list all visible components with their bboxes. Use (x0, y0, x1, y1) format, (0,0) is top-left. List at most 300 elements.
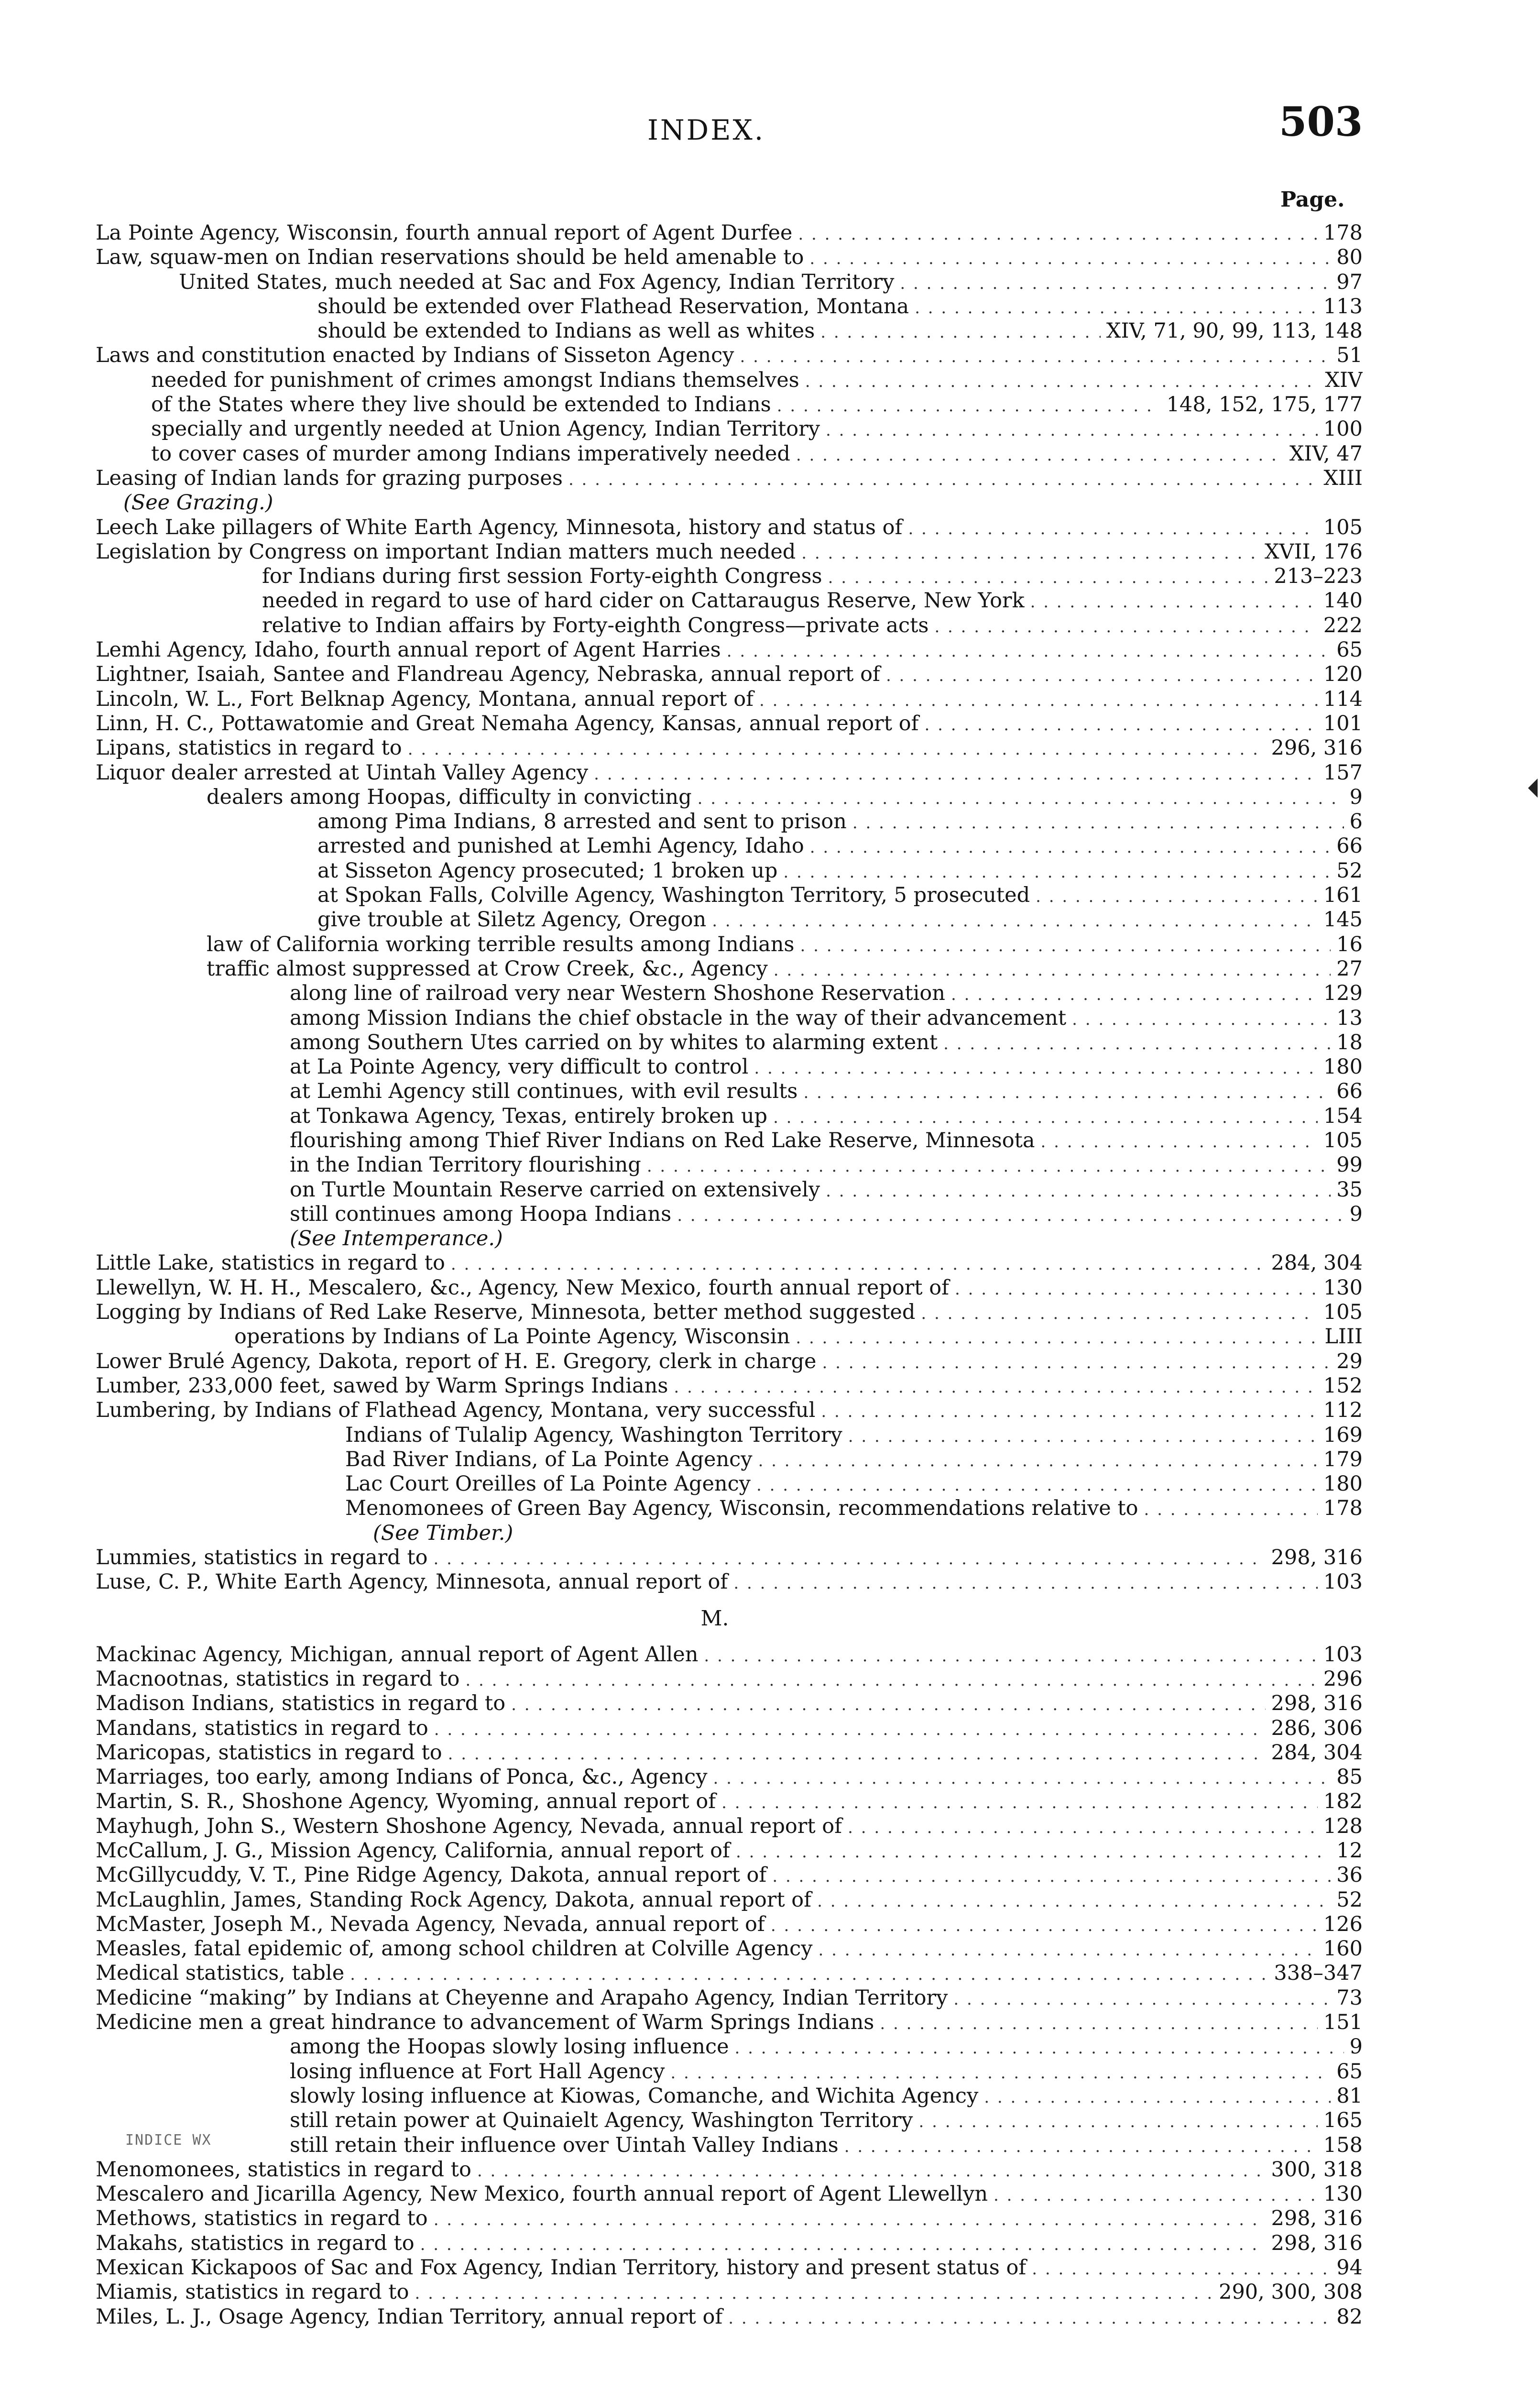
entry-page-ref: 6 (1349, 810, 1363, 834)
index-entry (96, 1570, 1363, 1594)
entry-page-ref: 179 (1323, 1447, 1363, 1471)
entry-page-ref: 338–347 (1274, 1961, 1363, 1985)
index-entry (96, 2108, 1363, 2133)
entry-text: needed in regard to use of hard cider on Cattaraugus Reserve, New York (262, 589, 1025, 613)
index-entry (96, 957, 1363, 981)
entry-page-ref: 35 (1336, 1177, 1363, 1202)
page-number: 503 (1279, 98, 1363, 145)
entry-text: McLaughlin, James, Standing Rock Agency, Dakota, annual report of (96, 1887, 812, 1912)
dot-leader (953, 1987, 1331, 2010)
index-entry (96, 466, 1363, 491)
entry-text: Luse, C. P., White Earth Agency, Minnesota, annual report of (96, 1570, 728, 1594)
index-entry (96, 712, 1363, 736)
entry-text: Mayhugh, John S., Western Shoshone Agency, Nevada, annual report of (96, 1814, 842, 1838)
index-entry (96, 1691, 1363, 1716)
dot-leader (568, 468, 1318, 491)
dot-leader (848, 1816, 1318, 1839)
dot-leader (828, 566, 1268, 589)
index-entry (96, 589, 1363, 613)
dot-leader (721, 1791, 1318, 1814)
index-entry (96, 638, 1363, 662)
index-entry (96, 2010, 1363, 2035)
dot-leader (796, 1326, 1319, 1349)
entry-page-ref: XVII, 176 (1264, 539, 1363, 564)
entry-text: Leech Lake pillagers of White Earth Agency, Minnesota, history and status of (96, 515, 903, 539)
entry-text: should be extended to Indians as well as whites (317, 319, 815, 343)
entry-page-ref: 12 (1336, 1839, 1363, 1863)
entry-page-ref: 169 (1323, 1423, 1363, 1447)
entry-page-ref: 151 (1323, 2010, 1363, 2035)
entry-text: Menomonees of Green Bay Agency, Wisconsin, recommendations relative to (345, 1496, 1138, 1521)
index-entry (96, 393, 1363, 417)
entry-page-ref: LIII (1324, 1325, 1363, 1349)
entry-text: Lumber, 233,000 feet, sawed by Warm Springs Indians (96, 1373, 668, 1398)
entry-text: Measles, fatal epidemic of, among school children at Colville Agency (96, 1937, 813, 1961)
entry-page-ref: 100 (1323, 417, 1363, 441)
entry-page-ref: 105 (1323, 1300, 1363, 1325)
entry-text: at Sisseton Agency prosecuted; 1 broken up (317, 858, 778, 883)
entry-text: Mackinac Agency, Michigan, annual report of Agent Allen (96, 1642, 699, 1667)
index-entry (96, 1227, 1363, 1251)
entry-page-ref: 298, 316 (1271, 1691, 1363, 1716)
entry-page-ref: 154 (1323, 1104, 1363, 1128)
index-entry (96, 1814, 1363, 1839)
index-entry (96, 1079, 1363, 1104)
index-entry (96, 1251, 1363, 1275)
dot-leader (736, 1840, 1331, 1863)
entry-text: should be extended over Flathead Reservation, Montana (317, 294, 909, 318)
entry-page-ref: 298, 316 (1271, 2231, 1363, 2255)
entry-text: Llewellyn, W. H. H., Mescalero, &c., Agency, New Mexico, fourth annual report of (96, 1275, 950, 1300)
entry-page-ref: 152 (1323, 1373, 1363, 1398)
entry-page-ref: 286, 306 (1271, 1716, 1363, 1740)
index-entry (96, 417, 1363, 441)
entry-page-ref: 180 (1323, 1472, 1363, 1496)
section-letter-m: M. (700, 1606, 729, 1631)
index-entry (96, 761, 1363, 785)
entry-page-ref: 82 (1336, 2304, 1363, 2329)
index-entry (96, 834, 1363, 858)
entry-page-ref: 80 (1336, 245, 1363, 270)
index-entry (96, 932, 1363, 957)
entry-page-ref: 51 (1336, 343, 1363, 368)
entry-text: Law, squaw-men on Indian reservations should be held amenable to (96, 245, 804, 270)
entry-text: Lightner, Isaiah, Santee and Flandreau Agency, Nebraska, annual report of (96, 662, 880, 687)
page-column-label: Page. (1280, 187, 1345, 212)
entry-page-ref: 52 (1336, 1887, 1363, 1912)
index-entry (96, 1961, 1363, 1985)
index-entry (96, 1300, 1363, 1325)
entry-text: Methows, statistics in regard to (96, 2206, 428, 2231)
dot-leader (415, 2281, 1213, 2304)
entry-page-ref: 9 (1349, 785, 1363, 809)
entry-text: Leasing of Indian lands for grazing purposes (96, 466, 563, 490)
index-entry (96, 1031, 1363, 1055)
dot-leader (852, 811, 1344, 834)
dot-leader (900, 272, 1331, 295)
dot-leader (915, 296, 1318, 319)
entry-page-ref: 73 (1336, 1985, 1363, 2010)
index-entry (96, 1863, 1363, 1887)
index-entry (96, 859, 1363, 883)
entry-text: Marriages, too early, among Indians of Ponca, &c., Agency (96, 1765, 708, 1789)
entry-text: Lemhi Agency, Idaho, fourth annual report of Agent Harries (96, 638, 721, 662)
dot-leader (408, 737, 1266, 760)
index-entry (96, 1349, 1363, 1374)
index-entry (96, 1521, 1363, 1546)
index-entry (96, 1741, 1363, 1765)
entry-text: McCallum, J. G., Mission Agency, California, annual report of (96, 1839, 730, 1863)
entry-text: Martin, S. R., Shoshone Agency, Wyoming, annual report of (96, 1789, 716, 1814)
entry-text: Lipans, statistics in regard to (96, 736, 402, 760)
entry-text: McMaster, Joseph M., Nevada Agency, Nevada, annual report of (96, 1912, 765, 1936)
index-entry (96, 1716, 1363, 1741)
dot-leader (994, 2183, 1318, 2206)
index-entry (96, 1006, 1363, 1031)
entry-text: Medicine “making” by Indians at Cheyenne and Arapaho Agency, Indian Territory (96, 1985, 948, 2010)
dot-leader (801, 541, 1259, 564)
dot-leader (756, 1473, 1318, 1496)
edge-marker (1528, 779, 1538, 798)
dot-leader (1041, 1130, 1318, 1153)
entry-text: Little Lake, statistics in regard to (96, 1251, 445, 1275)
entry-page-ref: 129 (1323, 981, 1363, 1006)
entry-page-ref: 105 (1323, 1128, 1363, 1152)
entry-page-ref: 298, 316 (1271, 1546, 1363, 1570)
dot-leader (817, 1889, 1331, 1912)
entry-page-ref: 284, 304 (1271, 1251, 1363, 1275)
index-entry (96, 295, 1363, 319)
entry-text: relative to Indian affairs by Forty-eighth Congress—private acts (262, 613, 929, 637)
entry-text: losing influence at Fort Hall Agency (290, 2059, 665, 2084)
dot-leader (886, 664, 1318, 687)
entry-text: among Mission Indians the chief obstacle in the way of their advancement (290, 1006, 1067, 1030)
entry-page-ref: 18 (1336, 1030, 1363, 1054)
entry-page-ref: 298, 316 (1271, 2206, 1363, 2231)
dot-leader (984, 2085, 1331, 2108)
entry-text: Mescalero and Jicarilla Agency, New Mexico, fourth annual report of Agent Llewellyn (96, 2182, 988, 2206)
entry-text: still retain power at Quinaielt Agency, Washington Territory (290, 2108, 913, 2133)
entry-page-ref: 65 (1336, 2059, 1363, 2084)
entry-text: United States, much needed at Sac and Fox Agency, Indian Territory (179, 270, 895, 294)
entry-text: Macnootnas, statistics in regard to (96, 1667, 460, 1691)
entry-page-ref: 9 (1349, 1202, 1363, 1226)
index-entry (96, 2182, 1363, 2206)
entry-text: to cover cases of murder among Indians imperatively needed (151, 441, 790, 466)
entry-page-ref: 165 (1323, 2108, 1363, 2133)
index-entry (96, 1765, 1363, 1789)
entries-m (96, 1643, 1363, 2329)
index-entry (96, 2158, 1363, 2182)
dot-leader (943, 1032, 1331, 1055)
index-entry (96, 1912, 1363, 1937)
entry-text: Legislation by Congress on important Indian matters much needed (96, 539, 796, 564)
entry-text: (See Timber.) (373, 1521, 513, 1545)
entry-text: Medicine men a great hindrance to advancement of Warm Springs Indians (96, 2010, 874, 2035)
index-entry (96, 2206, 1363, 2231)
index-entries (96, 221, 1363, 2329)
dot-leader (809, 247, 1331, 270)
index-entry (96, 540, 1363, 564)
entry-page-ref: 120 (1323, 662, 1363, 687)
dot-leader (880, 2012, 1318, 2035)
dot-leader (759, 689, 1318, 712)
index-entry (96, 2035, 1363, 2059)
dot-leader (1036, 885, 1318, 908)
entry-text: Laws and constitution enacted by Indians of Sisseton Agency (96, 343, 734, 368)
index-entry (96, 1276, 1363, 1300)
entry-text: among the Hoopas slowly losing influence (290, 2035, 729, 2059)
entry-page-ref: 178 (1323, 1496, 1363, 1521)
dot-leader (826, 418, 1318, 441)
dot-leader (848, 1425, 1318, 1448)
entry-text: Menomonees, statistics in regard to (96, 2157, 471, 2182)
entry-text: Medical statistics, table (96, 1961, 345, 1985)
entry-page-ref: 36 (1336, 1863, 1363, 1887)
dot-leader (677, 1204, 1343, 1227)
dot-leader (727, 639, 1331, 662)
dot-leader (805, 370, 1320, 393)
dot-leader (771, 1914, 1318, 1937)
entry-page-ref: 97 (1336, 270, 1363, 294)
index-entry (96, 1374, 1363, 1398)
index-entry (96, 662, 1363, 687)
index-entry (96, 2084, 1363, 2108)
dot-leader (821, 1400, 1318, 1423)
dot-leader (772, 1865, 1331, 1887)
index-entry (96, 270, 1363, 295)
entry-text: Mandans, statistics in regard to (96, 1716, 428, 1740)
index-entry (96, 1055, 1363, 1079)
index-entry (96, 1986, 1363, 2010)
entry-page-ref: 105 (1323, 515, 1363, 539)
entry-page-ref: 81 (1336, 2084, 1363, 2108)
entry-page-ref: XIII (1323, 466, 1363, 490)
entry-text: Linn, H. C., Pottawatomie and Great Nemaha Agency, Kansas, annual report of (96, 711, 919, 735)
dot-leader (844, 2135, 1318, 2158)
index-entry (96, 1398, 1363, 1423)
entry-text: traffic almost suppressed at Crow Creek, &c., Agency (207, 956, 768, 981)
index-entry (96, 883, 1363, 908)
index-entry (96, 2133, 1363, 2158)
dot-leader (798, 222, 1318, 245)
entry-page-ref: 296, 316 (1271, 736, 1363, 760)
dot-leader (951, 983, 1318, 1006)
index-entry (96, 1667, 1363, 1691)
entry-text: Miamis, statistics in regard to (96, 2280, 409, 2304)
entry-page-ref: 66 (1336, 834, 1363, 858)
entry-text: among Southern Utes carried on by whites to alarming extent (290, 1030, 938, 1054)
entry-text: Makahs, statistics in regard to (96, 2231, 415, 2255)
entry-text: at Tonkawa Agency, Texas, entirely broken up (290, 1104, 768, 1128)
margin-stamp: INDICE WX (125, 2132, 212, 2149)
index-entry (96, 1789, 1363, 1814)
entry-text: Lumbering, by Indians of Flathead Agency, Montana, very successful (96, 1398, 816, 1423)
entry-text: flourishing among Thief River Indians on Red Lake Reserve, Minnesota (290, 1128, 1035, 1152)
entry-page-ref: 16 (1336, 932, 1363, 956)
index-entry (96, 221, 1363, 245)
entry-text: needed for punishment of crimes amongst Indians themselves (151, 368, 799, 392)
entry-text: arrested and punished at Lemhi Agency, Idaho (317, 834, 804, 858)
index-entry (96, 2256, 1363, 2280)
entry-page-ref: 157 (1323, 760, 1363, 785)
entry-text: of the States where they live should be extended to Indians (151, 393, 771, 417)
index-entry (96, 491, 1363, 515)
entry-page-ref: 222 (1323, 613, 1363, 637)
entry-page-ref: 9 (1349, 2035, 1363, 2059)
entries-l (96, 221, 1363, 1595)
entry-page-ref: 126 (1323, 1912, 1363, 1936)
dot-leader (1032, 2257, 1331, 2280)
entry-text: along line of railroad very near Western Shoshone Reservation (290, 981, 945, 1006)
index-entry (96, 736, 1363, 760)
dot-leader (908, 517, 1317, 540)
entry-page-ref: 161 (1323, 883, 1363, 908)
dot-leader (1030, 590, 1318, 613)
entry-text: La Pointe Agency, Wisconsin, fourth annual report of Agent Durfee (96, 221, 793, 245)
entry-page-ref: 140 (1323, 589, 1363, 613)
entry-page-ref: 103 (1323, 1570, 1363, 1594)
entry-page-ref: 158 (1323, 2133, 1363, 2157)
dot-leader (674, 1375, 1318, 1398)
entry-text: specially and urgently needed at Union Agency, Indian Territory (151, 417, 820, 441)
dot-leader (918, 2110, 1317, 2133)
entry-text: dealers among Hoopas, difficulty in convicting (207, 785, 692, 809)
entry-page-ref: 85 (1336, 1765, 1363, 1789)
dot-leader (921, 1302, 1318, 1325)
dot-leader (1144, 1498, 1318, 1521)
dot-leader (796, 443, 1284, 466)
dot-leader (434, 1547, 1266, 1570)
entry-text: McGillycuddy, V. T., Pine Ridge Agency, Dakota, annual report of (96, 1863, 767, 1887)
entry-page-ref: 66 (1336, 1079, 1363, 1104)
entry-page-ref: 94 (1336, 2256, 1363, 2280)
index-entry (96, 1937, 1363, 1961)
index-entry (96, 1448, 1363, 1472)
entry-text: still retain their influence over Uintah Valley Indians (290, 2133, 839, 2157)
entry-page-ref: 13 (1336, 1006, 1363, 1030)
index-entry (96, 245, 1363, 270)
index-entry (96, 564, 1363, 589)
entry-text: Maricopas, statistics in regard to (96, 1740, 442, 1765)
entry-text: Liquor dealer arrested at Uintah Valley Agency (96, 760, 589, 785)
dot-leader (800, 934, 1331, 957)
dot-leader (465, 1668, 1318, 1691)
entry-text: Madison Indians, statistics in regard to (96, 1691, 506, 1716)
dot-leader (434, 1718, 1266, 1741)
entry-text: Lac Court Oreilles of La Pointe Agency (345, 1472, 751, 1496)
dot-leader (594, 762, 1318, 785)
dot-leader (647, 1154, 1331, 1177)
index-entry (96, 1888, 1363, 1912)
entry-text: slowly losing influence at Kiowas, Comanche, and Wichita Agency (290, 2084, 979, 2108)
dot-leader (704, 1644, 1318, 1667)
entry-page-ref: 113 (1323, 294, 1363, 318)
entry-page-ref: 103 (1323, 1642, 1363, 1667)
entry-text: Lincoln, W. L., Fort Belknap Agency, Montana, annual report of (96, 687, 754, 711)
entry-text: at Spokan Falls, Colville Agency, Washington Territory, 5 prosecuted (317, 883, 1030, 908)
dot-leader (803, 1081, 1331, 1104)
dot-leader (1072, 1008, 1331, 1031)
index-entry (96, 1178, 1363, 1202)
entry-page-ref: XIV, 47 (1289, 441, 1363, 466)
dot-leader (511, 1693, 1265, 1716)
dot-leader (758, 1449, 1318, 1472)
index-entry (96, 515, 1363, 540)
entry-page-ref: 128 (1323, 1814, 1363, 1838)
entry-page-ref: 178 (1323, 221, 1363, 245)
dot-leader (735, 2036, 1344, 2059)
entry-text: Miles, L. J., Osage Agency, Indian Territory, annual report of (96, 2304, 723, 2329)
dot-leader (712, 909, 1318, 932)
index-entry (96, 614, 1363, 638)
entry-page-ref: 290, 300, 308 (1219, 2280, 1363, 2304)
entry-text: at La Pointe Agency, very difficult to control (290, 1055, 749, 1079)
index-entry (96, 1472, 1363, 1496)
index-entry (96, 1839, 1363, 1863)
entry-text: operations by Indians of La Pointe Agency, Wisconsin (234, 1325, 790, 1349)
dot-leader (670, 2061, 1331, 2084)
entry-text: for Indians during first session Forty-eighth Congress (262, 564, 822, 589)
index-entry (96, 810, 1363, 834)
entry-page-ref: 284, 304 (1271, 1740, 1363, 1765)
dot-leader (819, 1938, 1318, 1961)
entry-text: (See Intemperance.) (290, 1227, 503, 1251)
index-entry (96, 368, 1363, 393)
dot-leader (955, 1277, 1318, 1300)
dot-leader (728, 2306, 1331, 2329)
dot-leader (774, 958, 1331, 981)
index-entry (96, 1153, 1363, 1177)
entry-text: law of California working terrible results among Indians (207, 932, 795, 956)
entry-text: (See Grazing.) (123, 491, 273, 515)
entry-page-ref: XIV (1325, 368, 1363, 392)
entry-page-ref: 160 (1323, 1937, 1363, 1961)
entry-page-ref: 29 (1336, 1349, 1363, 1373)
index-entry (96, 981, 1363, 1006)
index-entry (96, 1104, 1363, 1129)
index-entry (96, 1129, 1363, 1153)
index-entry (96, 1496, 1363, 1521)
dot-leader (820, 320, 1101, 343)
dot-leader (826, 1179, 1331, 1202)
entry-page-ref: 300, 318 (1271, 2157, 1363, 2182)
dot-leader (783, 860, 1331, 883)
entry-page-ref: 112 (1323, 1398, 1363, 1423)
index-entry (96, 1643, 1363, 1667)
dot-leader (713, 1766, 1331, 1789)
index-entry (96, 343, 1363, 368)
dot-leader (754, 1056, 1318, 1079)
entry-text: Lower Brulé Agency, Dakota, report of H. E. Gregory, clerk in charge (96, 1349, 817, 1373)
entry-page-ref: XIV, 71, 90, 99, 113, 148 (1106, 319, 1363, 343)
entry-text: at Lemhi Agency still continues, with evil results (290, 1079, 798, 1104)
dot-leader (740, 345, 1331, 368)
entry-text: Mexican Kickapoos of Sac and Fox Agency, Indian Territory, history and present status of (96, 2256, 1027, 2280)
entry-page-ref: 65 (1336, 638, 1363, 662)
entry-page-ref: 101 (1323, 711, 1363, 735)
entry-page-ref: 145 (1323, 908, 1363, 932)
dot-leader (822, 1351, 1331, 1374)
entry-page-ref: 114 (1323, 687, 1363, 711)
index-entry (96, 1202, 1363, 1227)
index-entry (96, 442, 1363, 466)
entry-text: Indians of Tulalip Agency, Washington Territory (345, 1423, 842, 1447)
entry-page-ref: 130 (1323, 2182, 1363, 2206)
dot-leader (451, 1252, 1266, 1275)
index-entry (96, 2231, 1363, 2256)
entry-page-ref: 182 (1323, 1789, 1363, 1814)
